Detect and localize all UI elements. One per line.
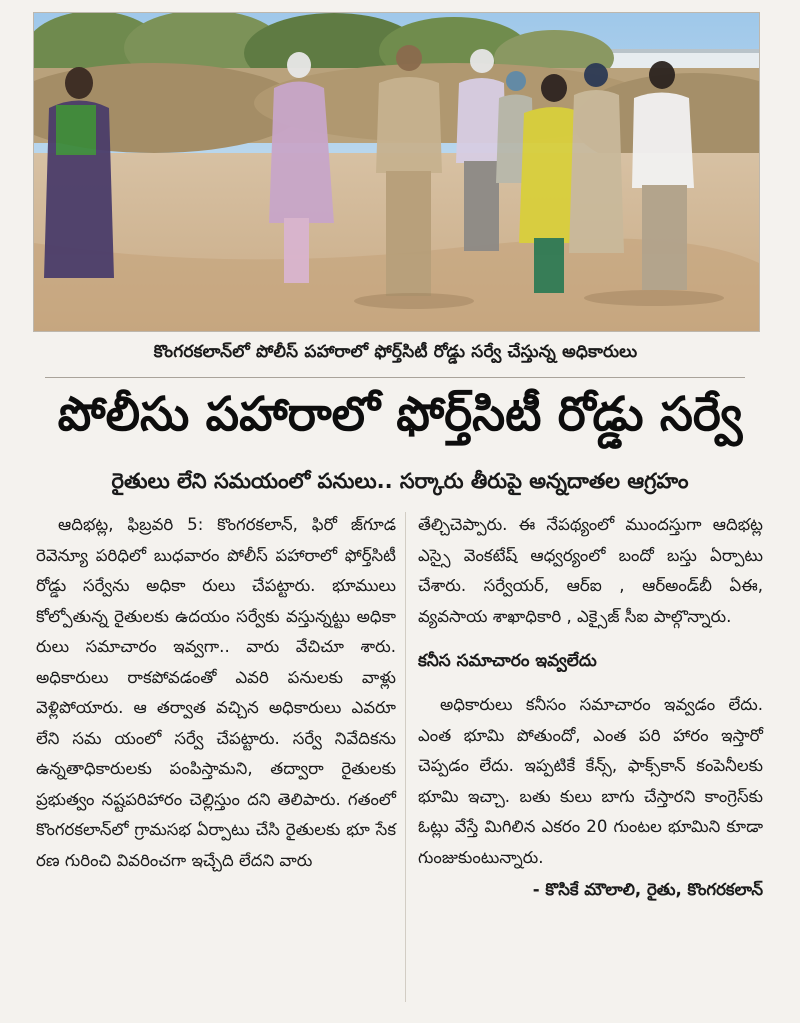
article-headline: పోలీసు పహారాలో ఫోర్త్‌సిటీ రోడ్డు సర్వే [57,387,743,442]
officials-survey-photo [34,13,759,331]
caption-divider [45,377,745,378]
left-column-text: ఆదిభట్ల, ఫిబ్రవరి 5: కొంగరకలాన్‌, ఫిరో జ్‌గూడ రెవెన్యూ పరిధిలో బుధవారం పోలీస్‌ పహారాలో ఫోర్త్‌సిటీ రోడ్డు సర్వేను అధికా రులు చేపట్టారు. భూములు కోల్పోతున్న రైతులకు ఉదయం సర్వేకు వస్తున్నట్టు అధికా రులు సమాచారం ఇవ్వగా.. వారు వేచిచూ శారు. అధికారులు రాకపోవడంతో ఎవరి పనులకు వాళ్లు వెళ్లిపోయారు. ఆ తర్వాత వచ్చిన అధికారులు ఎవరూ లేని సమ యంలో సర్వే చేపట్టారు. సర్వే నివేదికను ఉన్నతాధికారులకు పంపిస్తామని, తద్వారా రైతులకు ప్రభుత్వం నష్టపరిహారం చెల్లిస్తుం దని తెలిపారు. గతంలో కొంగరకలాన్‌లో గ్రామసభ ఏర్పాటు చేసి రైతులకు భూ సేక రణ గురించి వివరించగా ఇచ్చేది లేదని వారు [36,515,396,870]
farmer-quote: అధికారులు కనీసం సమాచారం ఇవ్వడం లేదు. ఎంత భూమి పోతుందో, ఎంత పరి హారం ఇస్తారో చెప్పడం లేదు. ఇప్పటికే కేన్స్‌, ఫాక్స్‌కాన్‌ కంపెనీలకు భూమి ఇచ్చా. బతు కులు బాగు చేస్తారని కాంగ్రెస్‌కు ఓట్లు వేస్తే మిగిలిన ఎకరం 20 గుంటల భూమిని కూడా గుంజుకుంటున్నారు. [418,695,763,867]
article-right-column [418,510,763,906]
right-column-top-text: తేల్చిచెప్పారు. ఈ నేపథ్యంలో ముందస్తుగా ఆదిభట్ల ఎస్సై వెంకటేష్‌ ఆధ్వర్యంలో బందో బస్తు ఏర్పాటు చేశారు. సర్వేయర్‌, ఆర్‌ఐ , ఆర్‌అండ్‌బీ ఏఈ, వ్యవసాయ శాఖాధికారి , ఎక్సైజ్‌ సీఐ పాల్గొన్నారు. [418,515,763,626]
article-left-column [36,510,396,876]
photo-caption: కొంగరకలాన్‌లో పోలీస్‌ పహారాలో ఫోర్త్‌సిటీ రోడ్డు సర్వే చేస్తున్న అధికారులు [153,342,638,362]
news-photo [33,12,760,332]
article-sub-heading: కనీస సమాచారం ఇవ్వలేదు [418,651,597,671]
quote-attribution: - కొసికే మౌలాలి, రైతు, కొంగరకలాన్‌ [532,880,763,899]
column-divider [405,512,406,1002]
article-subheadline: రైతులు లేని సమయంలో పనులు.. సర్కారు తీరుపై అన్నదాతల ఆగ్రహం [111,469,689,493]
